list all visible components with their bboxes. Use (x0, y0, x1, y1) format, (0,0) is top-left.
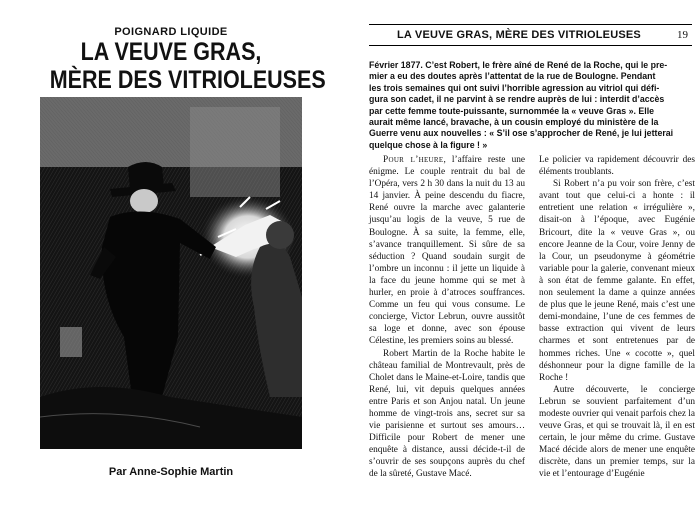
body-column-2 (539, 154, 695, 481)
running-title: LA VEUVE GRAS, MÈRE DES VITRIOLEUSES (397, 29, 641, 41)
header-rule-bottom (369, 45, 692, 46)
section-kicker: POIGNARD LIQUIDE (114, 26, 228, 38)
body-paragraph: Si Robert n’a pu voir son frère, c’est avant tout que celui-ci a honte : il entretient une relation « irrégulière », disait-on à l’époque, avec Eugénie Bricourt, dite la « veuve Gras », ou encore Jeanne de la Cour, voire Jenny de la Cour, un pseudonyme à géométrie variable pour la galerie, convenant mieux à son état de femme galante. En effet, non seulement la dame a quinze années de plus que le jeune René, mais c’est une demi-mondaine, l’une de ces femmes de basse extraction qui vivent de leurs charmes et sont entretenues par de hommes riches. Une « cocotte », quel déshonneur pour la digne famille de la Roche ! (539, 179, 695, 383)
lead-in: Pour l’heure (383, 155, 444, 165)
intro-line: gura son cadet, il ne parvint à se rendre auprès de lui : interdit d’accès (369, 94, 665, 105)
author-byline: Par Anne-Sophie Martin (108, 466, 234, 478)
intro-line: mier a eu des doutes après l’attentat de la rue de Boulogne. Pendant (369, 71, 656, 82)
left-page (0, 0, 340, 508)
right-page (352, 0, 700, 508)
vitriol-attack-engraving (40, 97, 302, 449)
intro-paragraph (369, 60, 692, 151)
article-title (49, 38, 326, 94)
body-column-1 (369, 154, 525, 481)
body-paragraph (369, 154, 525, 348)
intro-line: les trois semaines qui ont suivi l’horrible agression au vitriol qui défi- (369, 82, 660, 93)
body-paragraph: Le policier va rapidement découvrir des éléments troublants. (539, 155, 695, 178)
intro-line: Février 1877. C’est Robert, le frère aîné de René de la Roche, qui le pre- (369, 60, 668, 70)
paragraph-text: , l’affaire reste une énigme. Le couple rentrait du bal de l’Opéra, vers 2 h 30 dans la nuit du 13 au 14 janvier. À peine descendu du fiacre, René ouvre la marche avec galanterie jusqu’au logis de la veuve, 5 rue de Boulogne. À sa suite, la femme, elle, s’avance tranquillement. Si sûre de sa séduction ? Quand soudain surgit de l’ombre un inconnu : il jette un liquide à la face du jeune homme qui se met à hurler, en proie à d’atroces souffrances. Comme un feu qui vous consume. Le concierge, Victor Lebrun, ouvre aussitôt sa loge et donne, avec son épouse Célestine, les premiers soins au blessé. (369, 155, 526, 347)
page-number: 19 (677, 29, 688, 41)
header-rule-top (369, 24, 692, 25)
body-paragraph: Autre découverte, le concierge Lebrun se souvient parfaitement d’un modeste ouvrier qui venait parfois chez la veuve Gras, et qui se trouvait là, il en est certain, le jour même du crime. Gustave Macé décide alors de mener une enquête discrète, dans un premier temps, sur la vie et l’entourage d’Eugénie (539, 384, 695, 480)
intro-line: quelque chose à la figure ! » (369, 139, 488, 150)
intro-line: aurait même lancé, bravache, à un cousin employé du ministère de la (369, 117, 659, 128)
title-line-1: LA VEUVE GRAS, (80, 38, 262, 66)
body-paragraph: Robert Martin de la Roche habite le château familial de Montrevault, près de Cholet dans le Maine-et-Loire, tandis que René, lui, vit depuis quelques années entre Paris et son Anjou natal. Un jeune homme de vingt-trois ans, secret sur sa vie parisienne et surtout ses amours… Difficile pour Robert de mener une enquête à distance, aussi décide-t-il de s’ouvrir de ses soupçons auprès du chef de la sûreté, Gustave Macé. (369, 348, 525, 480)
title-line-2: MÈRE DES VITRIOLEUSES (49, 66, 326, 94)
intro-line: par cette femme toute-puissante, surnommée la « veuve Gras ». Elle (369, 105, 655, 116)
engraving-illustration (40, 97, 302, 449)
intro-line: Guerre venu aux nouvelles : « S’il ose s’approcher de René, je lui jetterai (369, 128, 674, 139)
